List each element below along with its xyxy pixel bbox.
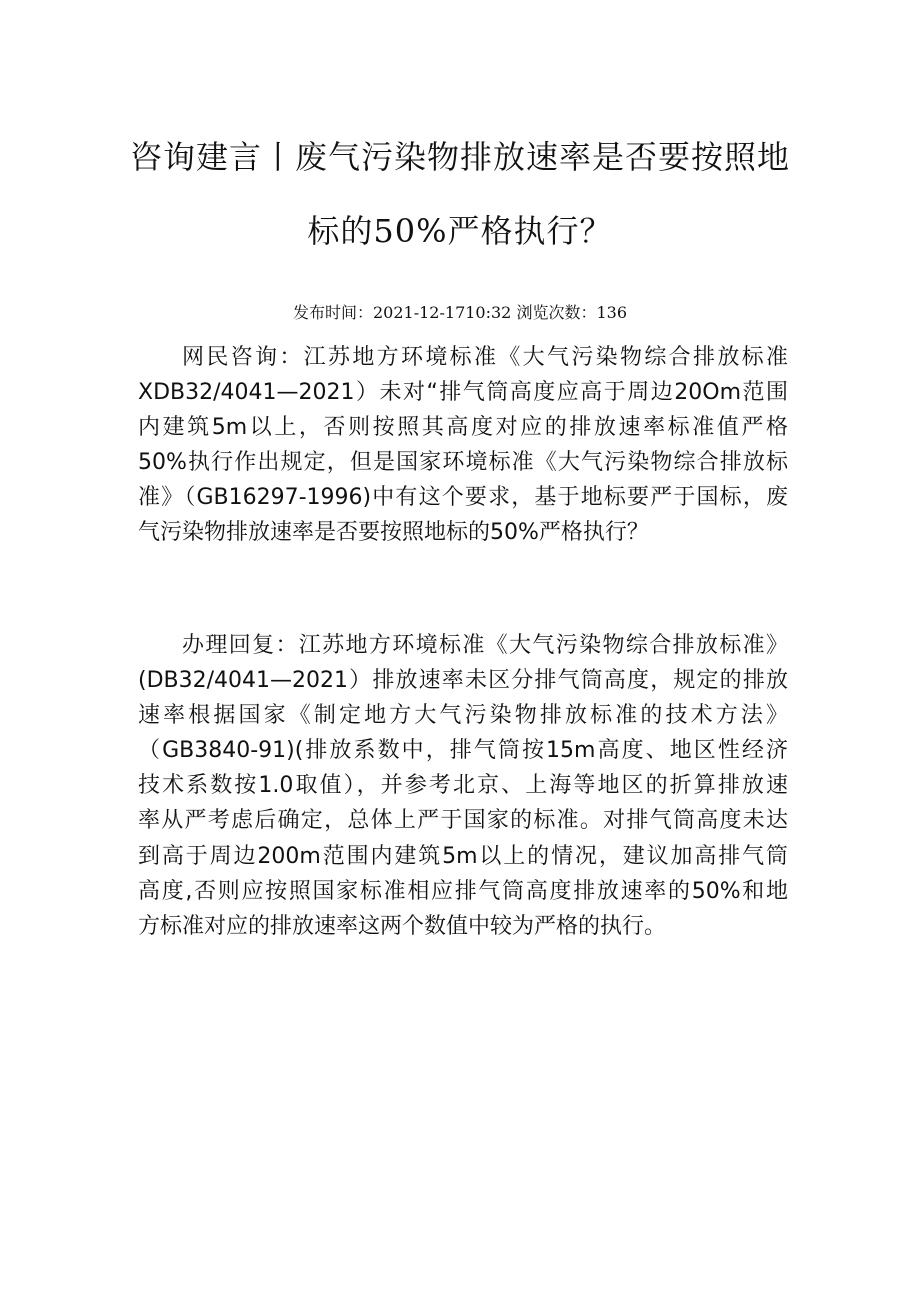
reply-line: (DB32/4041—2021）排放速率未区分排气筒高度，规定的排放 [138,668,788,694]
question-line: 气污染物排放速率是否要按照地标的50%严格执行？ [138,520,649,546]
reply-line: 率从严考虑后确定，总体上严于国家的标准。对排气筒高度未达 [138,808,788,834]
question-paragraph [138,340,788,551]
question-line: 50%执行作出规定，但是国家环境标准《大气污染物综合排放标 [138,450,788,476]
page-title-line-1: 咨询建言丨废气污染物排放速率是否要按照地 [129,138,790,176]
question-line: 内建筑5m以上，否则按照其高度对应的排放速率标准值严格 [138,415,788,441]
publish-time-label: 发布时间： [292,303,373,322]
reply-line: 技术系数按1.0取值），并参考北京、上海等地区的折算排放速 [138,773,788,799]
publish-time: 2021-12-1710:32 [373,303,512,322]
view-count: 136 [596,303,628,322]
question-line: XDB32/4041—2021）未对“排气筒高度应高于周边20Om范围 [138,380,788,406]
view-count-label: 浏览次数： [516,303,597,322]
reply-line: 方标准对应的排放速率这两个数值中较为严格的执行。 [138,913,667,939]
reply-line: （GB3840-91)(排放系数中，排气筒按15m高度、地区性经济 [138,738,788,764]
reply-paragraph [138,628,788,944]
question-line: 准》（GB16297-1996)中有这个要求，基于地标要严于国标，废 [138,485,788,511]
page-title-line-2: 标的50%严格执行？ [307,212,613,250]
reply-line: 到高于周边200m范围内建筑5m以上的情况，建议加高排气筒 [138,843,788,869]
question-line: 网民咨询：江苏地方环境标准《大气污染物综合排放标准 [182,345,788,370]
reply-line: 高度,否则应按照国家标准相应排气筒高度排放速率的50%和地 [138,878,788,904]
reply-line: 速率根据国家《制定地方大气污染物排放标准的技术方法》 [138,703,788,729]
article-meta [0,300,920,323]
reply-line: 办理回复：江苏地方环境标准《大气污染物综合排放标准》 [182,633,788,658]
